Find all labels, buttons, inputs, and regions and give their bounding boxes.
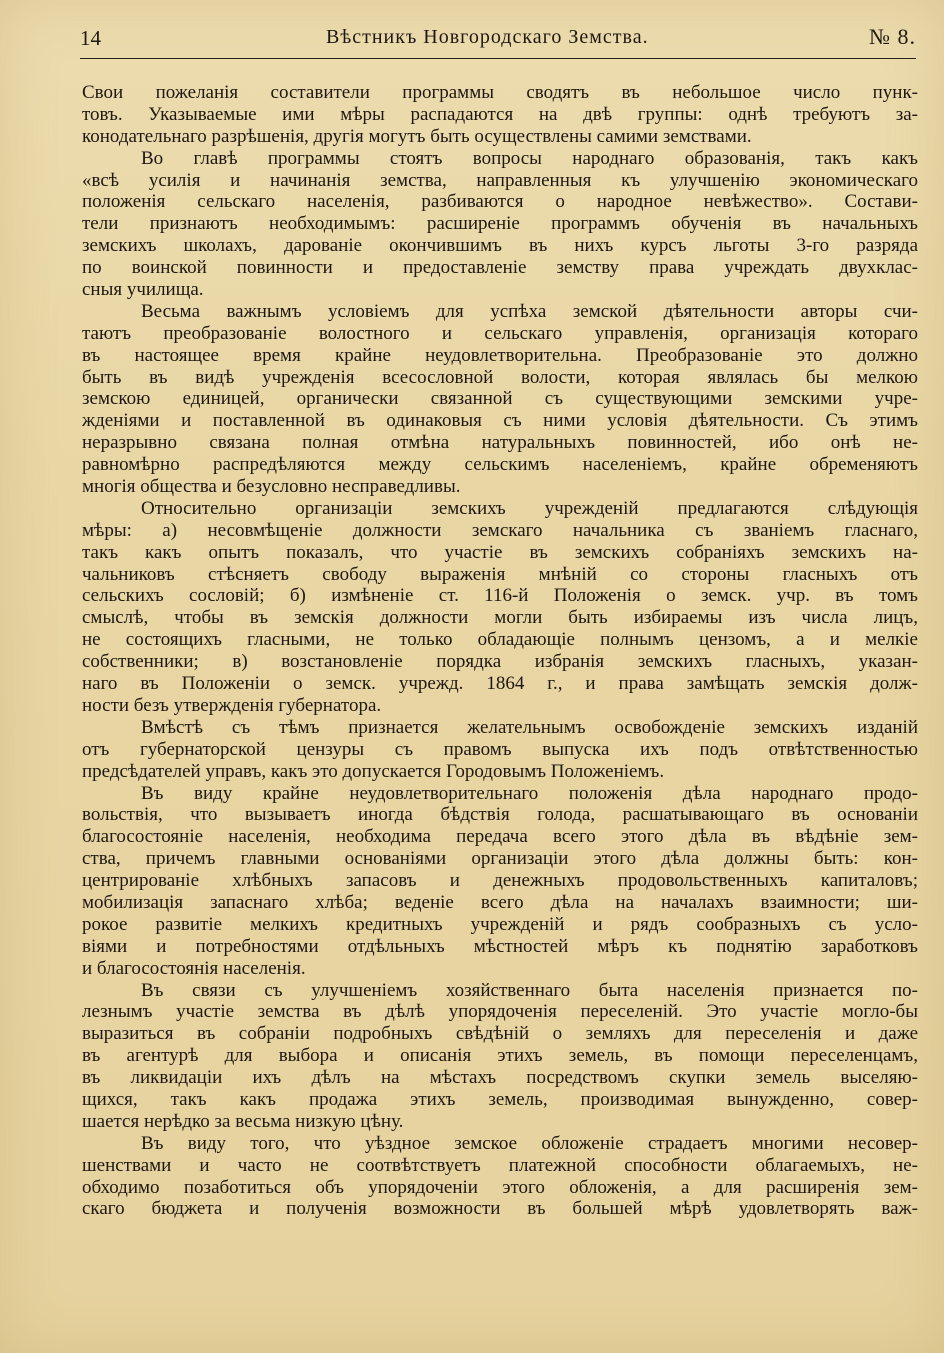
text-line: Въ виду крайне неудовлетворительнаго положенія дѣла народнаго продо- [141, 782, 918, 804]
text-line: Вмѣстѣ съ тѣмъ признается желательнымъ освобожденіе земскихъ изданій [141, 716, 918, 738]
text-line: товъ. Указываемые ими мѣры распадаются на двѣ группы: однѣ требуютъ за- [82, 103, 918, 125]
text-line: мѣры: а) несовмѣщеніе должности земскаго начальника съ званіемъ гласнаго, [82, 519, 918, 541]
text-line: не состоящихъ гласными, не только обладающіе полнымъ цензомъ, а и мелкіе [82, 629, 918, 651]
text-line: такъ какъ опытъ показалъ, что участіе въ земскихъ собраніяхъ земскихъ на- [82, 541, 918, 563]
page-number: 14 [80, 26, 101, 50]
text-line: віями и потребностями отдѣльныхъ мѣстностей мѣръ къ поднятію заработковъ [82, 935, 918, 957]
paragraph [82, 148, 918, 301]
text-line: тели признаютъ необходимымъ: расширеніе программъ обученія въ начальныхъ [82, 213, 918, 235]
text-line: Во главѣ программы стоятъ вопросы народнаго образованія, такъ какъ [141, 147, 918, 169]
text-line: быть въ видѣ учрежденія всесословной волости, которая являлась бы мелкою [82, 366, 918, 388]
paragraph [82, 783, 918, 980]
text-line: земскою единицей, органически связанной съ существующими земскими учре- [82, 388, 918, 410]
text-line: «всѣ усилія и начинанія земства, направленныя къ улучшенію экономическаго [82, 169, 918, 191]
paragraph [82, 1133, 918, 1221]
text-line: ства, причемъ главными основаніями организаціи этого дѣла должны быть: кон- [82, 848, 918, 870]
text-line: чальниковъ стѣсняетъ свободу выраженія мнѣній со стороны гласныхъ отъ [82, 563, 918, 585]
text-line: Въ связи съ улучшеніемъ хозяйственнаго быта населенія признается по- [141, 979, 918, 1001]
text-line: въ настоящее время крайне неудовлетворительна. Преобразованіе это должно [82, 344, 918, 366]
text-line: въ ликвидаціи ихъ дѣлъ на мѣстахъ посредствомъ скупки земель выселяю- [82, 1067, 918, 1089]
issue-number: № 8. [869, 24, 916, 49]
paragraph [82, 980, 918, 1133]
text-line: шенствами и часто не соотвѣтствуетъ платежной способности облагаемыхъ, не- [82, 1154, 918, 1176]
running-header [80, 24, 916, 58]
header-rule [80, 58, 916, 59]
journal-title: Вѣстникъ Новгородскаго Земства. [326, 26, 649, 48]
paragraph [82, 717, 918, 783]
text-line: смыслѣ, чтобы въ земскія должности могли быть избираемы изъ числа лицъ, [82, 607, 918, 629]
article-text [82, 82, 918, 1220]
paragraph [82, 301, 918, 498]
text-line: мобилизація запаснаго хлѣба; веденіе всего дѣла на началахъ взаимности; ши- [82, 891, 918, 913]
text-line: Весьма важнымъ условіемъ для успѣха земской дѣятельности авторы счи- [141, 300, 918, 322]
text-line: положенія сельскаго населенія, разбиваются о народное невѣжество». Состави- [82, 191, 918, 213]
text-line: лезнымъ участіе земства въ дѣлѣ упорядоченія переселеній. Это участіе могло-бы [82, 1001, 918, 1023]
text-line: предсѣдателей управъ, какъ это допускается Городовымъ Положеніемъ. [82, 760, 665, 782]
text-line: центрированіе хлѣбныхъ запасовъ и денежныхъ продовольственныхъ капиталовъ; [82, 870, 918, 892]
text-line: Свои пожеланія составители программы сводятъ въ небольшое число пунк- [82, 82, 918, 103]
paragraph [82, 82, 918, 148]
text-line: щихся, такъ какъ продажа этихъ земель, производимая вынужденно, совер- [82, 1088, 918, 1110]
text-line: земскихъ школахъ, дарованіе окончившимъ въ нихъ курсъ льготы 3-го разряда [82, 235, 918, 257]
text-line: отъ губернаторской цензуры съ правомъ выпуска ихъ подъ отвѣтственностью [82, 738, 918, 760]
text-line: скаго бюджета и полученія возможности въ большей мѣрѣ удовлетворять важ- [82, 1198, 918, 1220]
text-line: вольствія, что вызываетъ иногда бѣдствія голода, расшатывающаго въ основаніи [82, 804, 918, 826]
text-line: сныя училища. [82, 279, 204, 301]
text-line: наго въ Положеніи о земск. учрежд. 1864 г., и права замѣщать земскія долж- [82, 673, 918, 695]
text-line: выразиться въ собраніи подробныхъ свѣдѣній о земляхъ для переселенія и даже [82, 1023, 918, 1045]
text-line: по воинской повинности и предоставленіе земству права учреждать двухклас- [82, 257, 918, 279]
text-line: таютъ преобразованіе волостного и сельскаго управленія, организація котораго [82, 322, 918, 344]
text-line: конодательнаго разрѣшенія, другія могутъ быть осуществлены самими земствами. [82, 125, 752, 147]
text-line: Относительно организаціи земскихъ учрежденій предлагаются слѣдующія [141, 497, 918, 519]
text-line: собственники; в) возстановленіе порядка избранія земскихъ гласныхъ, указан- [82, 651, 918, 673]
text-line: неразрывно связана полная отмѣна натуральныхъ повинностей, ибо онѣ не- [82, 432, 918, 454]
text-line: благосостояніе населенія, необходима передача всего этого дѣла въ вѣдѣніе зем- [82, 826, 918, 848]
text-line: ности безъ утвержденія губернатора. [82, 694, 382, 716]
text-line: обходимо позаботиться объ упорядоченіи этого обложенія, а для расширенія зем- [82, 1176, 918, 1198]
text-line: сельскихъ сословій; б) измѣненіе ст. 116-й Положенія о земск. учр. въ томъ [82, 585, 918, 607]
text-line: въ агентурѣ для выбора и описанія этихъ земель, въ помощи переселенцамъ, [82, 1045, 918, 1067]
text-line: многія общества и безусловно несправедливы. [82, 476, 461, 498]
text-line: рокое развитіе мелкихъ кредитныхъ учрежденій и рядъ сообразныхъ съ усло- [82, 913, 918, 935]
text-line: жденіями и поставленной въ одинаковыя съ ними условія дѣятельности. Съ этимъ [82, 410, 918, 432]
text-line: шается нерѣдко за весьма низкую цѣну. [82, 1110, 404, 1132]
text-line: равномѣрно распредѣляются между сельскимъ населеніемъ, крайне обременяютъ [82, 454, 918, 476]
paragraph [82, 498, 918, 717]
text-line: Въ виду того, что уѣздное земское обложеніе страдаетъ многими несовер- [141, 1132, 918, 1154]
text-line: и благосостоянія населенія. [82, 957, 306, 979]
